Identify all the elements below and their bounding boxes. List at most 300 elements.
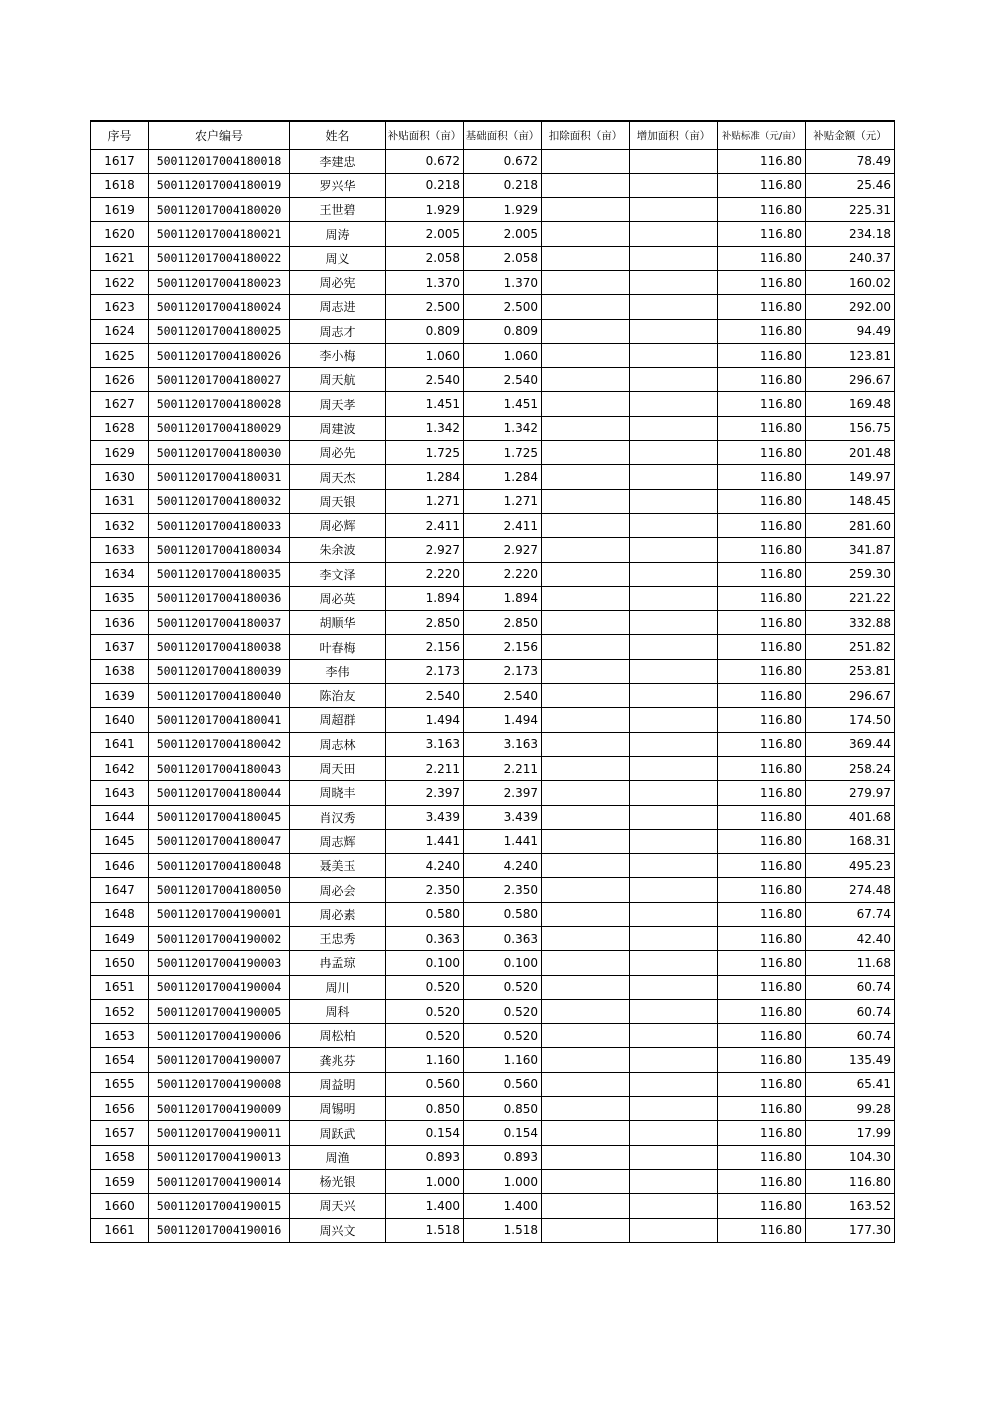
added-area-cell [630,684,718,708]
subsidy-amount-cell: 225.31 [806,198,895,222]
serial-cell: 1656 [91,1097,149,1121]
deducted-area-cell [542,1097,630,1121]
farmer-id-cell: 500112017004180033 [149,513,290,537]
deducted-area-cell [542,708,630,732]
serial-cell: 1622 [91,270,149,294]
subsidy-area-cell: 2.500 [386,295,464,319]
base-area-cell: 1.342 [464,416,542,440]
subsidy-amount-cell: 94.49 [806,319,895,343]
base-area-cell: 1.518 [464,1218,542,1242]
table-row [91,513,895,537]
serial-cell: 1639 [91,684,149,708]
subsidy-rate-cell: 116.80 [718,149,806,173]
serial-cell: 1621 [91,246,149,270]
farmer-id-cell: 500112017004190011 [149,1121,290,1145]
deducted-area-cell [542,635,630,659]
deducted-area-cell [542,878,630,902]
header-added-area: 增加面积（亩） [630,121,718,149]
subsidy-area-cell: 0.672 [386,149,464,173]
subsidy-amount-cell: 11.68 [806,951,895,975]
subsidy-amount-cell: 163.52 [806,1194,895,1218]
subsidy-rate-cell: 116.80 [718,805,806,829]
subsidy-rate-cell: 116.80 [718,368,806,392]
base-area-cell: 2.397 [464,781,542,805]
added-area-cell [630,392,718,416]
farmer-id-cell: 500112017004190006 [149,1024,290,1048]
farmer-id-cell: 500112017004180031 [149,465,290,489]
farmer-id-cell: 500112017004180032 [149,489,290,513]
name-cell: 李伟 [290,659,386,683]
farmer-id-cell: 500112017004190001 [149,902,290,926]
deducted-area-cell [542,1121,630,1145]
added-area-cell [630,368,718,392]
added-area-cell [630,562,718,586]
name-cell: 周超群 [290,708,386,732]
subsidy-rate-cell: 116.80 [718,1145,806,1169]
subsidy-rate-cell: 116.80 [718,1169,806,1193]
table-row [91,489,895,513]
serial-cell: 1628 [91,416,149,440]
added-area-cell [630,1072,718,1096]
name-cell: 李建忠 [290,149,386,173]
subsidy-amount-cell: 148.45 [806,489,895,513]
subsidy-amount-cell: 174.50 [806,708,895,732]
name-cell: 冉孟琼 [290,951,386,975]
subsidy-amount-cell: 60.74 [806,1024,895,1048]
subsidy-rate-cell: 116.80 [718,1194,806,1218]
subsidy-amount-cell: 201.48 [806,441,895,465]
farmer-id-cell: 500112017004190007 [149,1048,290,1072]
base-area-cell: 2.350 [464,878,542,902]
deducted-area-cell [542,1169,630,1193]
serial-cell: 1653 [91,1024,149,1048]
farmer-id-cell: 500112017004180047 [149,829,290,853]
name-cell: 杨光银 [290,1169,386,1193]
subsidy-area-cell: 1.894 [386,586,464,610]
farmer-id-cell: 500112017004190004 [149,975,290,999]
subsidy-rate-cell: 116.80 [718,1048,806,1072]
table-row [91,198,895,222]
subsidy-amount-cell: 292.00 [806,295,895,319]
added-area-cell [630,659,718,683]
table-row [91,1097,895,1121]
name-cell: 周锡明 [290,1097,386,1121]
subsidy-amount-cell: 369.44 [806,732,895,756]
serial-cell: 1643 [91,781,149,805]
farmer-id-cell: 500112017004190013 [149,1145,290,1169]
subsidy-area-cell: 2.211 [386,756,464,780]
table-row [91,635,895,659]
deducted-area-cell [542,343,630,367]
serial-cell: 1654 [91,1048,149,1072]
header-subsidy-amount: 补贴金额（元） [806,121,895,149]
subsidy-rate-cell: 116.80 [718,1072,806,1096]
table-row [91,927,895,951]
subsidy-area-cell: 0.520 [386,999,464,1023]
serial-cell: 1655 [91,1072,149,1096]
added-area-cell [630,902,718,926]
name-cell: 聂美玉 [290,854,386,878]
table-row [91,902,895,926]
name-cell: 周天田 [290,756,386,780]
serial-cell: 1632 [91,513,149,537]
subsidy-area-cell: 1.342 [386,416,464,440]
subsidy-area-cell: 0.363 [386,927,464,951]
farmer-id-cell: 500112017004180040 [149,684,290,708]
table-row [91,343,895,367]
subsidy-area-cell: 2.411 [386,513,464,537]
added-area-cell [630,611,718,635]
name-cell: 周天银 [290,489,386,513]
added-area-cell [630,465,718,489]
deducted-area-cell [542,1218,630,1242]
serial-cell: 1630 [91,465,149,489]
subsidy-amount-cell: 259.30 [806,562,895,586]
subsidy-rate-cell: 116.80 [718,562,806,586]
added-area-cell [630,975,718,999]
base-area-cell: 0.520 [464,1024,542,1048]
serial-cell: 1657 [91,1121,149,1145]
farmer-id-cell: 500112017004180026 [149,343,290,367]
subsidy-amount-cell: 65.41 [806,1072,895,1096]
name-cell: 陈治友 [290,684,386,708]
subsidy-area-cell: 0.520 [386,1024,464,1048]
table-row [91,732,895,756]
added-area-cell [630,756,718,780]
subsidy-rate-cell: 116.80 [718,927,806,951]
name-cell: 周志林 [290,732,386,756]
subsidy-amount-cell: 274.48 [806,878,895,902]
header-serial: 序号 [91,121,149,149]
subsidy-rate-cell: 116.80 [718,538,806,562]
deducted-area-cell [542,829,630,853]
name-cell: 周科 [290,999,386,1023]
serial-cell: 1635 [91,586,149,610]
table-row [91,659,895,683]
base-area-cell: 2.540 [464,684,542,708]
subsidy-rate-cell: 116.80 [718,513,806,537]
farmer-id-cell: 500112017004190002 [149,927,290,951]
table-row [91,1169,895,1193]
deducted-area-cell [542,270,630,294]
base-area-cell: 2.220 [464,562,542,586]
table-row [91,538,895,562]
subsidy-amount-cell: 279.97 [806,781,895,805]
serial-cell: 1623 [91,295,149,319]
base-area-cell: 4.240 [464,854,542,878]
name-cell: 肖汉秀 [290,805,386,829]
base-area-cell: 1.451 [464,392,542,416]
header-row [91,121,895,149]
subsidy-rate-cell: 116.80 [718,441,806,465]
subsidy-rate-cell: 116.80 [718,1218,806,1242]
deducted-area-cell [542,1024,630,1048]
name-cell: 周必先 [290,441,386,465]
deducted-area-cell [542,319,630,343]
table-row [91,878,895,902]
farmer-id-cell: 500112017004180034 [149,538,290,562]
base-area-cell: 1.160 [464,1048,542,1072]
table-row [91,392,895,416]
serial-cell: 1620 [91,222,149,246]
name-cell: 周渔 [290,1145,386,1169]
subsidy-area-cell: 2.350 [386,878,464,902]
serial-cell: 1617 [91,149,149,173]
added-area-cell [630,416,718,440]
serial-cell: 1660 [91,1194,149,1218]
subsidy-rate-cell: 116.80 [718,878,806,902]
subsidy-rate-cell: 116.80 [718,732,806,756]
base-area-cell: 2.211 [464,756,542,780]
subsidy-amount-cell: 116.80 [806,1169,895,1193]
deducted-area-cell [542,805,630,829]
name-cell: 李小梅 [290,343,386,367]
subsidy-amount-cell: 401.68 [806,805,895,829]
subsidy-area-cell: 2.220 [386,562,464,586]
base-area-cell: 2.058 [464,246,542,270]
added-area-cell [630,708,718,732]
subsidy-amount-cell: 281.60 [806,513,895,537]
added-area-cell [630,635,718,659]
header-base-area: 基础面积（亩） [464,121,542,149]
base-area-cell: 0.154 [464,1121,542,1145]
added-area-cell [630,781,718,805]
table-row [91,270,895,294]
subsidy-rate-cell: 116.80 [718,343,806,367]
subsidy-rate-cell: 116.80 [718,611,806,635]
deducted-area-cell [542,684,630,708]
serial-cell: 1625 [91,343,149,367]
name-cell: 周涛 [290,222,386,246]
farmer-id-cell: 500112017004180042 [149,732,290,756]
subsidy-rate-cell: 116.80 [718,951,806,975]
added-area-cell [630,1048,718,1072]
base-area-cell: 3.163 [464,732,542,756]
base-area-cell: 1.725 [464,441,542,465]
added-area-cell [630,999,718,1023]
farmer-id-cell: 500112017004190008 [149,1072,290,1096]
added-area-cell [630,732,718,756]
deducted-area-cell [542,538,630,562]
added-area-cell [630,1121,718,1145]
farmer-id-cell: 500112017004180036 [149,586,290,610]
header-name: 姓名 [290,121,386,149]
name-cell: 周松柏 [290,1024,386,1048]
subsidy-table-container [90,120,894,1243]
subsidy-amount-cell: 17.99 [806,1121,895,1145]
subsidy-amount-cell: 156.75 [806,416,895,440]
subsidy-rate-cell: 116.80 [718,659,806,683]
header-subsidy-rate: 补贴标准（元/亩） [718,121,806,149]
name-cell: 周川 [290,975,386,999]
added-area-cell [630,513,718,537]
farmer-id-cell: 500112017004190016 [149,1218,290,1242]
subsidy-area-cell: 1.441 [386,829,464,853]
serial-cell: 1640 [91,708,149,732]
subsidy-area-cell: 2.058 [386,246,464,270]
farmer-id-cell: 500112017004180019 [149,173,290,197]
subsidy-rate-cell: 116.80 [718,781,806,805]
header-subsidy-area: 补贴面积（亩） [386,121,464,149]
table-row [91,465,895,489]
deducted-area-cell [542,513,630,537]
subsidy-rate-cell: 116.80 [718,392,806,416]
name-cell: 周建波 [290,416,386,440]
deducted-area-cell [542,999,630,1023]
base-area-cell: 0.520 [464,999,542,1023]
subsidy-amount-cell: 168.31 [806,829,895,853]
base-area-cell: 1.000 [464,1169,542,1193]
subsidy-amount-cell: 221.22 [806,586,895,610]
name-cell: 龚兆芬 [290,1048,386,1072]
added-area-cell [630,1169,718,1193]
subsidy-rate-cell: 116.80 [718,635,806,659]
farmer-id-cell: 500112017004180038 [149,635,290,659]
subsidy-area-cell: 1.725 [386,441,464,465]
added-area-cell [630,441,718,465]
serial-cell: 1648 [91,902,149,926]
table-row [91,1218,895,1242]
subsidy-amount-cell: 99.28 [806,1097,895,1121]
subsidy-area-cell: 1.929 [386,198,464,222]
added-area-cell [630,586,718,610]
table-row [91,368,895,392]
added-area-cell [630,343,718,367]
added-area-cell [630,173,718,197]
table-row [91,586,895,610]
subsidy-table [90,120,895,1243]
added-area-cell [630,1024,718,1048]
farmer-id-cell: 500112017004180025 [149,319,290,343]
subsidy-area-cell: 3.163 [386,732,464,756]
deducted-area-cell [542,246,630,270]
added-area-cell [630,319,718,343]
table-row [91,1024,895,1048]
subsidy-amount-cell: 169.48 [806,392,895,416]
deducted-area-cell [542,441,630,465]
base-area-cell: 2.173 [464,659,542,683]
table-row [91,951,895,975]
name-cell: 朱余波 [290,538,386,562]
name-cell: 周必素 [290,902,386,926]
subsidy-area-cell: 2.397 [386,781,464,805]
subsidy-rate-cell: 116.80 [718,465,806,489]
farmer-id-cell: 500112017004180030 [149,441,290,465]
subsidy-area-cell: 0.520 [386,975,464,999]
base-area-cell: 0.672 [464,149,542,173]
name-cell: 周必英 [290,586,386,610]
subsidy-rate-cell: 116.80 [718,246,806,270]
subsidy-rate-cell: 116.80 [718,222,806,246]
added-area-cell [630,246,718,270]
deducted-area-cell [542,1194,630,1218]
subsidy-area-cell: 1.400 [386,1194,464,1218]
table-row [91,562,895,586]
subsidy-amount-cell: 253.81 [806,659,895,683]
subsidy-area-cell: 0.580 [386,902,464,926]
added-area-cell [630,198,718,222]
subsidy-area-cell: 4.240 [386,854,464,878]
serial-cell: 1649 [91,927,149,951]
serial-cell: 1634 [91,562,149,586]
subsidy-amount-cell: 251.82 [806,635,895,659]
deducted-area-cell [542,489,630,513]
name-cell: 周志辉 [290,829,386,853]
deducted-area-cell [542,732,630,756]
base-area-cell: 1.400 [464,1194,542,1218]
subsidy-rate-cell: 116.80 [718,198,806,222]
header-deducted-area: 扣除面积（亩） [542,121,630,149]
deducted-area-cell [542,392,630,416]
serial-cell: 1642 [91,756,149,780]
serial-cell: 1641 [91,732,149,756]
added-area-cell [630,489,718,513]
name-cell: 周必宪 [290,270,386,294]
subsidy-area-cell: 0.560 [386,1072,464,1096]
name-cell: 周晓丰 [290,781,386,805]
subsidy-rate-cell: 116.80 [718,586,806,610]
deducted-area-cell [542,611,630,635]
serial-cell: 1650 [91,951,149,975]
table-row [91,416,895,440]
subsidy-area-cell: 2.927 [386,538,464,562]
base-area-cell: 1.370 [464,270,542,294]
deducted-area-cell [542,659,630,683]
serial-cell: 1627 [91,392,149,416]
farmer-id-cell: 500112017004190005 [149,999,290,1023]
subsidy-amount-cell: 341.87 [806,538,895,562]
subsidy-area-cell: 2.156 [386,635,464,659]
subsidy-area-cell: 0.850 [386,1097,464,1121]
added-area-cell [630,222,718,246]
table-row [91,756,895,780]
farmer-id-cell: 500112017004180024 [149,295,290,319]
base-area-cell: 0.893 [464,1145,542,1169]
subsidy-rate-cell: 116.80 [718,902,806,926]
base-area-cell: 2.850 [464,611,542,635]
subsidy-amount-cell: 177.30 [806,1218,895,1242]
base-area-cell: 1.494 [464,708,542,732]
subsidy-rate-cell: 116.80 [718,854,806,878]
deducted-area-cell [542,562,630,586]
deducted-area-cell [542,173,630,197]
deducted-area-cell [542,149,630,173]
farmer-id-cell: 500112017004180029 [149,416,290,440]
added-area-cell [630,878,718,902]
subsidy-amount-cell: 495.23 [806,854,895,878]
subsidy-amount-cell: 160.02 [806,270,895,294]
table-row [91,149,895,173]
subsidy-amount-cell: 296.67 [806,684,895,708]
base-area-cell: 2.540 [464,368,542,392]
base-area-cell: 1.929 [464,198,542,222]
serial-cell: 1618 [91,173,149,197]
name-cell: 王世碧 [290,198,386,222]
added-area-cell [630,927,718,951]
serial-cell: 1647 [91,878,149,902]
subsidy-area-cell: 0.100 [386,951,464,975]
subsidy-amount-cell: 67.74 [806,902,895,926]
name-cell: 周益明 [290,1072,386,1096]
serial-cell: 1644 [91,805,149,829]
subsidy-area-cell: 2.005 [386,222,464,246]
serial-cell: 1636 [91,611,149,635]
table-row [91,1072,895,1096]
table-row [91,708,895,732]
farmer-id-cell: 500112017004180027 [149,368,290,392]
serial-cell: 1629 [91,441,149,465]
deducted-area-cell [542,1072,630,1096]
